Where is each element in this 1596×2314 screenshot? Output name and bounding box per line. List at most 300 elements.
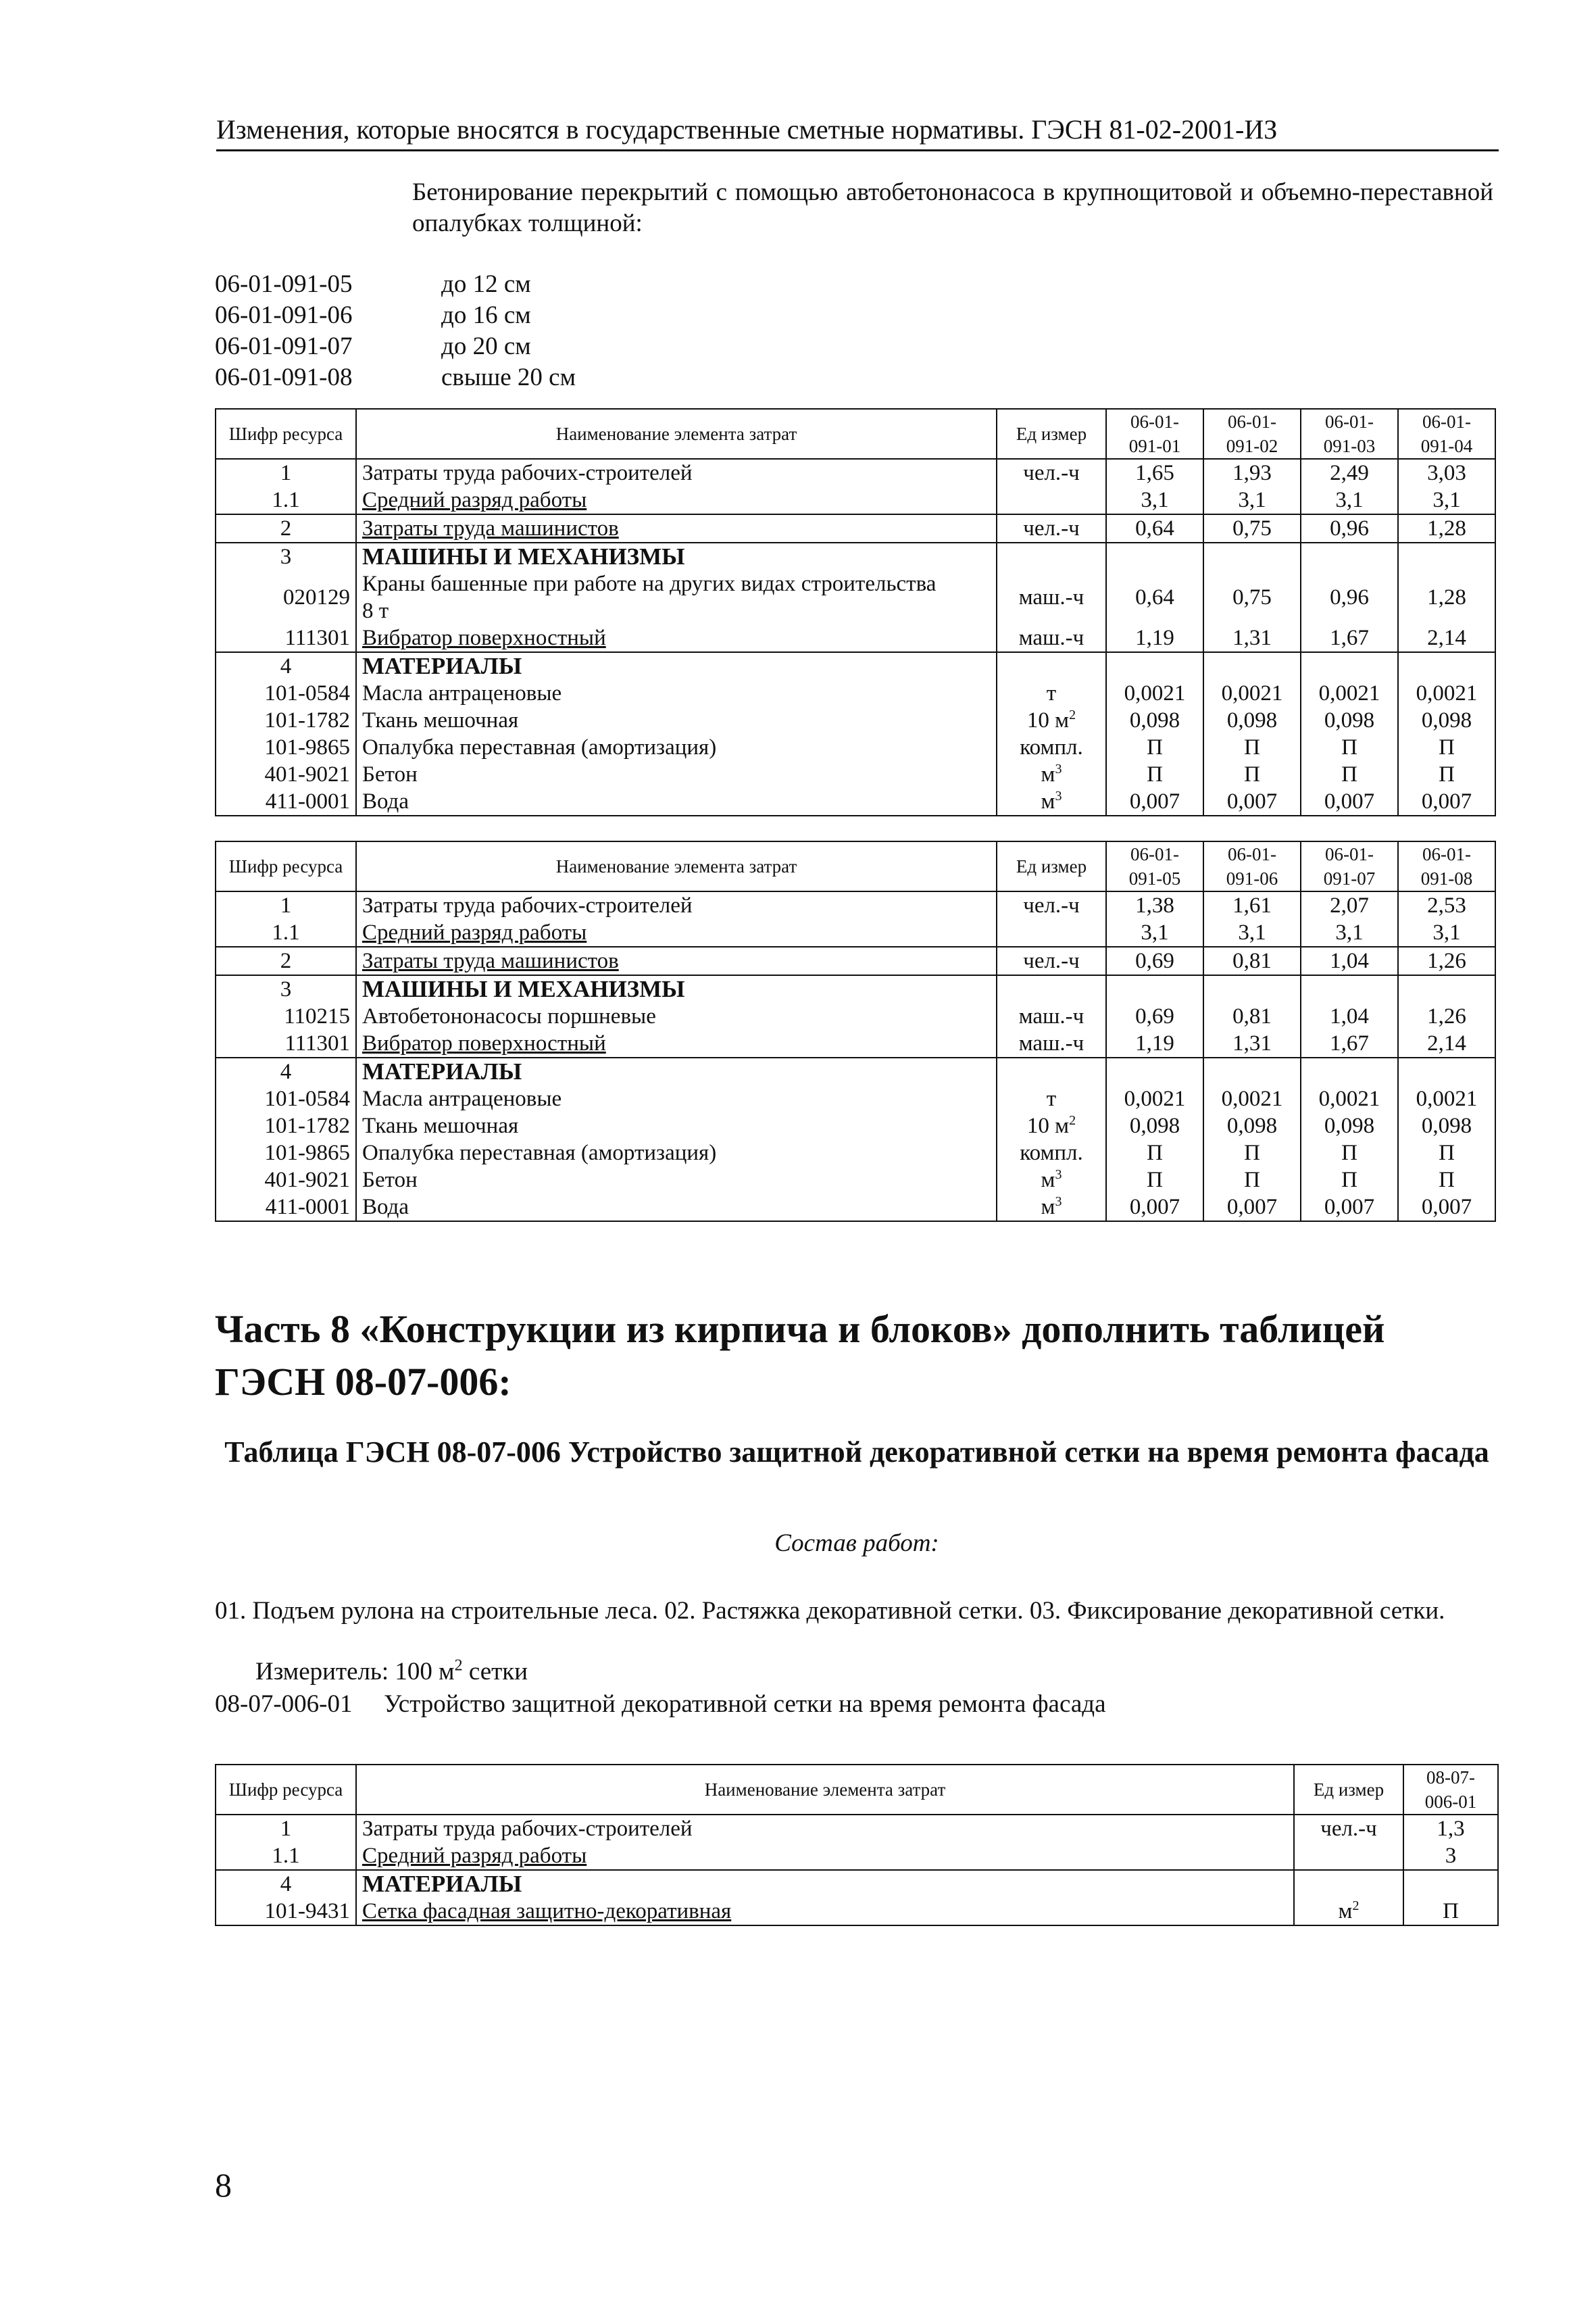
- header-norm-col: [1398, 841, 1495, 891]
- resource-unit: [997, 680, 1106, 707]
- resource-unit: [997, 459, 1106, 487]
- resource-name-text: Затраты труда рабочих-строителей: [362, 1817, 693, 1841]
- resource-name: [356, 707, 997, 734]
- resource-value: 0,0021: [1398, 680, 1495, 707]
- resource-name: [356, 1898, 1294, 1925]
- resource-value: 1,31: [1203, 1030, 1301, 1058]
- resource-name: [356, 734, 997, 761]
- unit-text: т: [1046, 681, 1057, 706]
- table-row: [216, 1030, 1495, 1058]
- table-header-row: [216, 841, 1495, 891]
- table-row: [216, 1193, 1495, 1221]
- unit-text: чел.-ч: [1023, 516, 1080, 541]
- resource-name: [356, 1112, 997, 1139]
- unit-sup: 2: [1069, 1113, 1076, 1128]
- resource-value: [1398, 975, 1495, 1003]
- resource-value: 0,098: [1106, 1112, 1203, 1139]
- unit-text: маш.-ч: [1018, 1004, 1084, 1029]
- resource-value: 1,28: [1398, 514, 1495, 543]
- resource-code: 3: [216, 543, 356, 570]
- resource-name: [356, 1139, 997, 1166]
- header-norm-col: [1301, 409, 1398, 459]
- resource-code: 2: [216, 514, 356, 543]
- resource-code: 101-9865: [216, 1139, 356, 1166]
- resource-value: 3: [1403, 1842, 1498, 1870]
- resource-value: 0,007: [1301, 1193, 1398, 1221]
- resource-name-text: МАШИНЫ И МЕХАНИЗМЫ: [362, 543, 685, 570]
- table-row: [216, 1842, 1498, 1870]
- resource-name: [356, 975, 997, 1003]
- resource-name: [356, 1870, 1294, 1898]
- header-norm-col: [1403, 1765, 1498, 1815]
- resource-name: [356, 543, 997, 570]
- resource-name-text: Средний разряд работы: [362, 488, 587, 512]
- resource-value: [1398, 1058, 1495, 1085]
- resource-value: П: [1301, 734, 1398, 761]
- resource-value: П: [1301, 1166, 1398, 1193]
- resource-value: [1403, 1870, 1498, 1898]
- resource-name-text: Опалубка переставная (амортизация): [362, 735, 717, 760]
- norm-code: 06-01-091-06: [215, 301, 353, 329]
- resource-value: 2,49: [1301, 459, 1398, 487]
- table-title: Таблица ГЭСН 08-07-006 Устройство защитной декоративной сетки на время ремонта фасада: [224, 1435, 1489, 1469]
- table-row: [216, 624, 1495, 652]
- table-row: [216, 919, 1495, 947]
- resource-value: П: [1398, 1139, 1495, 1166]
- resource-name-text: Затраты труда рабочих-строителей: [362, 461, 693, 485]
- resource-name-text: Ткань мешочная: [362, 708, 519, 733]
- resource-value: 2,14: [1398, 624, 1495, 652]
- unit-text: 10 м: [1026, 1114, 1070, 1138]
- unit-sup: 3: [1055, 1167, 1062, 1182]
- header-norm-col: [1203, 841, 1301, 891]
- norm-code-row: [215, 269, 576, 300]
- resource-unit: [997, 734, 1106, 761]
- table-row: [216, 947, 1495, 975]
- table-row: [216, 459, 1495, 487]
- resource-code: 401-9021: [216, 1166, 356, 1193]
- norm-desc: до 20 см: [441, 333, 531, 360]
- resource-value: 0,007: [1203, 1193, 1301, 1221]
- resource-value: [1398, 652, 1495, 680]
- resource-unit: [997, 1166, 1106, 1193]
- resource-name-text: Краны башенные при работе на других видах строительства: [362, 572, 937, 596]
- measure-sup: 2: [454, 1656, 463, 1675]
- header-norm-line: 006-01: [1424, 1792, 1477, 1812]
- norm-line-desc: Устройство защитной декоративной сетки на время ремонта фасада: [384, 1690, 1106, 1718]
- resource-name-text: Масла антраценовые: [362, 1087, 562, 1111]
- resource-name-text: Бетон: [362, 1168, 418, 1192]
- header-norm-col: [1203, 409, 1301, 459]
- measure-unit: [255, 1657, 528, 1686]
- resource-value: 0,64: [1106, 570, 1203, 624]
- table-row: [216, 788, 1495, 816]
- unit-text: 10 м: [1026, 708, 1070, 733]
- resource-value: 3,1: [1203, 919, 1301, 947]
- resource-name: [356, 1030, 997, 1058]
- resource-code: 110215: [216, 1003, 356, 1030]
- resource-code: 1.1: [216, 487, 356, 514]
- norm-desc: до 16 см: [441, 301, 531, 329]
- resource-unit: [997, 761, 1106, 788]
- work-operations: 01. Подъем рулона на строительные леса. 02. Растяжка декоративной сетки. 03. Фиксирование декоративной сетки.: [215, 1597, 1445, 1625]
- resource-value: 0,098: [1203, 1112, 1301, 1139]
- resource-code: 101-9431: [216, 1898, 356, 1925]
- page-number: 8: [215, 2166, 232, 2204]
- header-norm-col: [1398, 409, 1495, 459]
- table-row: [216, 1112, 1495, 1139]
- unit-text: т: [1046, 1087, 1057, 1111]
- resource-code: 1.1: [216, 1842, 356, 1870]
- resource-name: [356, 624, 997, 652]
- resource-unit: [1294, 1815, 1403, 1842]
- resource-name-text: Ткань мешочная: [362, 1114, 519, 1138]
- resource-code: 101-1782: [216, 1112, 356, 1139]
- table-row: [216, 707, 1495, 734]
- resource-unit: [997, 1139, 1106, 1166]
- resource-value: [1106, 652, 1203, 680]
- norm-line: [215, 1690, 1106, 1719]
- resource-value: [1106, 975, 1203, 1003]
- header-norm-line: 06-01-: [1228, 412, 1276, 432]
- measure-label: Измеритель:: [255, 1658, 389, 1685]
- resource-name: [356, 788, 997, 816]
- resource-name: [356, 570, 997, 624]
- resource-value: 1,67: [1301, 624, 1398, 652]
- unit-text: чел.-ч: [1320, 1817, 1377, 1841]
- resource-value: [1301, 1058, 1398, 1085]
- resource-code: 401-9021: [216, 761, 356, 788]
- table-row: [216, 1085, 1495, 1112]
- table-row: [216, 1003, 1495, 1030]
- resource-value: 0,69: [1106, 947, 1203, 975]
- table-row: [216, 1166, 1495, 1193]
- resource-table-1: [215, 408, 1496, 816]
- resource-value: 1,3: [1403, 1815, 1498, 1842]
- table-row: [216, 1870, 1498, 1898]
- header-norm-line: 091-08: [1420, 868, 1473, 889]
- header-code: Шифр ресурса: [216, 841, 356, 891]
- resource-name-text: Бетон: [362, 762, 418, 787]
- resource-unit: [997, 707, 1106, 734]
- resource-value: 1,65: [1106, 459, 1203, 487]
- resource-value: П: [1106, 1166, 1203, 1193]
- resource-name: [356, 1193, 997, 1221]
- resource-name-text: МАТЕРИАЛЫ: [362, 1058, 522, 1085]
- resource-code: 2: [216, 947, 356, 975]
- resource-name-text: Затраты труда рабочих-строителей: [362, 893, 693, 918]
- header-norm-line: 06-01-: [1325, 412, 1374, 432]
- resource-value: 1,67: [1301, 1030, 1398, 1058]
- header-name: Наименование элемента затрат: [356, 409, 997, 459]
- unit-text: маш.-ч: [1018, 626, 1084, 650]
- resource-name: [356, 1166, 997, 1193]
- unit-text: чел.-ч: [1023, 461, 1080, 485]
- resource-value: 0,75: [1203, 514, 1301, 543]
- table-row: [216, 1898, 1498, 1925]
- table-row: [216, 761, 1495, 788]
- header-name: Наименование элемента затрат: [356, 841, 997, 891]
- resource-value: 0,81: [1203, 1003, 1301, 1030]
- resource-name: [356, 514, 997, 543]
- header-code: Шифр ресурса: [216, 1765, 356, 1815]
- resource-value: [1203, 543, 1301, 570]
- resource-name-text: МАТЕРИАЛЫ: [362, 1871, 522, 1897]
- resource-value: 1,61: [1203, 891, 1301, 919]
- resource-value: П: [1106, 1139, 1203, 1166]
- resource-value: 1,04: [1301, 947, 1398, 975]
- unit-text: компл.: [1020, 735, 1083, 760]
- resource-value: 1,31: [1203, 624, 1301, 652]
- resource-name-text: Автобетононасосы поршневые: [362, 1004, 656, 1029]
- table-row: [216, 543, 1495, 570]
- resource-code: 3: [216, 975, 356, 1003]
- header-norm-line: 091-04: [1420, 436, 1473, 456]
- norm-desc: до 12 см: [441, 270, 531, 298]
- unit-text: маш.-ч: [1018, 1031, 1084, 1056]
- header-unit: Ед измер: [1294, 1765, 1403, 1815]
- norm-code: 06-01-091-08: [215, 364, 353, 391]
- resource-value: 2,53: [1398, 891, 1495, 919]
- resource-table-2: [215, 841, 1496, 1222]
- resource-value: 0,007: [1301, 788, 1398, 816]
- resource-name: [356, 947, 997, 975]
- resource-value: [1203, 1058, 1301, 1085]
- resource-value: [1106, 543, 1203, 570]
- resource-unit: [997, 1112, 1106, 1139]
- resource-unit: [997, 543, 1106, 570]
- table-row: [216, 652, 1495, 680]
- resource-value: 0,007: [1106, 1193, 1203, 1221]
- header-norm-col: [1106, 841, 1203, 891]
- resource-value: П: [1398, 761, 1495, 788]
- norm-code: 06-01-091-05: [215, 270, 353, 298]
- header-norm-line: 091-07: [1323, 868, 1376, 889]
- resource-value: 3,1: [1398, 919, 1495, 947]
- resource-unit: [997, 947, 1106, 975]
- resource-unit: [997, 514, 1106, 543]
- unit-text: м: [1041, 1168, 1055, 1192]
- resource-value: 0,098: [1203, 707, 1301, 734]
- resource-name: [356, 1842, 1294, 1870]
- resource-name-text-2: 8 т: [362, 599, 389, 623]
- resource-name: [356, 761, 997, 788]
- resource-name-text: Вода: [362, 789, 409, 814]
- norm-code-list: [215, 269, 576, 393]
- resource-value: 0,0021: [1301, 680, 1398, 707]
- norm-code-row: [215, 331, 576, 362]
- resource-value: [1301, 652, 1398, 680]
- resource-name: [356, 1815, 1294, 1842]
- resource-unit: [997, 919, 1106, 947]
- resource-unit: [1294, 1870, 1403, 1898]
- header-norm-line: 06-01-: [1130, 412, 1179, 432]
- resource-code: 4: [216, 1870, 356, 1898]
- resource-value: 0,007: [1398, 788, 1495, 816]
- resource-value: [1301, 543, 1398, 570]
- unit-text: м: [1041, 1195, 1055, 1219]
- resource-value: 0,0021: [1203, 1085, 1301, 1112]
- resource-code: 101-0584: [216, 680, 356, 707]
- resource-value: 0,0021: [1398, 1085, 1495, 1112]
- unit-text: компл.: [1020, 1141, 1083, 1165]
- resource-value: 1,28: [1398, 570, 1495, 624]
- resource-value: 3,1: [1203, 487, 1301, 514]
- resource-value: 3,03: [1398, 459, 1495, 487]
- resource-value: 0,0021: [1106, 1085, 1203, 1112]
- resource-code: 1: [216, 891, 356, 919]
- table-row: [216, 1139, 1495, 1166]
- table-row: [216, 1815, 1498, 1842]
- resource-unit: [997, 487, 1106, 514]
- header-code: Шифр ресурса: [216, 409, 356, 459]
- unit-sup: 2: [1069, 708, 1076, 722]
- resource-code: 101-1782: [216, 707, 356, 734]
- resource-value: 0,098: [1398, 707, 1495, 734]
- resource-value: П: [1301, 1139, 1398, 1166]
- unit-sup: 3: [1055, 789, 1062, 804]
- header-unit: Ед измер: [997, 409, 1106, 459]
- unit-text: чел.-ч: [1023, 893, 1080, 918]
- resource-name-text: Затраты труда машинистов: [362, 949, 619, 973]
- resource-value: 0,64: [1106, 514, 1203, 543]
- resource-name-text: Затраты труда машинистов: [362, 516, 619, 541]
- resource-name-text: Средний разряд работы: [362, 920, 587, 945]
- resource-unit: [997, 1030, 1106, 1058]
- norm-desc: свыше 20 см: [441, 364, 576, 391]
- resource-value: 0,0021: [1203, 680, 1301, 707]
- resource-value: 1,93: [1203, 459, 1301, 487]
- header-norm-line: 091-02: [1226, 436, 1278, 456]
- resource-unit: [997, 788, 1106, 816]
- table-header-row: [216, 409, 1495, 459]
- resource-name: [356, 891, 997, 919]
- norm-line-code: 08-07-006-01: [215, 1690, 353, 1718]
- resource-unit: [997, 1085, 1106, 1112]
- resource-value: 1,26: [1398, 947, 1495, 975]
- table-row: [216, 975, 1495, 1003]
- resource-value: 2,14: [1398, 1030, 1495, 1058]
- table-row: [216, 570, 1495, 624]
- norm-code-row: [215, 362, 576, 393]
- resource-value: 0,007: [1398, 1193, 1495, 1221]
- resource-unit: [997, 1003, 1106, 1030]
- unit-text: м: [1041, 789, 1055, 814]
- resource-unit: [997, 570, 1106, 624]
- resource-name: [356, 1085, 997, 1112]
- resource-name: [356, 919, 997, 947]
- resource-value: [1398, 543, 1495, 570]
- page-header: Изменения, которые вносятся в государственные сметные нормативы. ГЭСН 81-02-2001-ИЗ: [216, 114, 1499, 151]
- resource-code: 1: [216, 1815, 356, 1842]
- resource-unit: [997, 891, 1106, 919]
- table-row: [216, 1058, 1495, 1085]
- resource-value: П: [1301, 761, 1398, 788]
- header-norm-line: 091-05: [1128, 868, 1181, 889]
- table-row: [216, 487, 1495, 514]
- resource-name-text: Опалубка переставная (амортизация): [362, 1141, 717, 1165]
- resource-value: П: [1106, 761, 1203, 788]
- resource-value: 3,1: [1398, 487, 1495, 514]
- norm-code: 06-01-091-07: [215, 333, 353, 360]
- resource-value: П: [1398, 734, 1495, 761]
- resource-value: 2,07: [1301, 891, 1398, 919]
- table-row: [216, 514, 1495, 543]
- resource-code: 111301: [216, 624, 356, 652]
- resource-unit: [997, 1058, 1106, 1085]
- resource-value: 0,69: [1106, 1003, 1203, 1030]
- resource-value: 3,1: [1301, 487, 1398, 514]
- header-unit: Ед измер: [997, 841, 1106, 891]
- resource-name-text: Вода: [362, 1195, 409, 1219]
- resource-code: 111301: [216, 1030, 356, 1058]
- resource-code: 411-0001: [216, 1193, 356, 1221]
- resource-value: [1106, 1058, 1203, 1085]
- header-name: Наименование элемента затрат: [356, 1765, 1294, 1815]
- unit-sup: 3: [1055, 1194, 1062, 1209]
- resource-unit: [997, 652, 1106, 680]
- resource-code: 101-9865: [216, 734, 356, 761]
- resource-name-text: Масла антраценовые: [362, 681, 562, 706]
- header-norm-line: 08-07-: [1426, 1767, 1475, 1788]
- resource-name: [356, 487, 997, 514]
- resource-unit: [997, 1193, 1106, 1221]
- resource-value: 0,75: [1203, 570, 1301, 624]
- unit-sup: 3: [1055, 762, 1062, 777]
- resource-code: 4: [216, 652, 356, 680]
- table-row: [216, 734, 1495, 761]
- resource-name: [356, 459, 997, 487]
- header-norm-line: 091-06: [1226, 868, 1278, 889]
- resource-value: 0,007: [1106, 788, 1203, 816]
- resource-code: 101-0584: [216, 1085, 356, 1112]
- resource-value: П: [1203, 1139, 1301, 1166]
- resource-value: 0,098: [1301, 1112, 1398, 1139]
- resource-value: 3,1: [1301, 919, 1398, 947]
- resource-code: 4: [216, 1058, 356, 1085]
- resource-value: [1301, 975, 1398, 1003]
- resource-value: 1,38: [1106, 891, 1203, 919]
- resource-name-text: Средний разряд работы: [362, 1844, 587, 1868]
- resource-value: П: [1403, 1898, 1498, 1925]
- resource-value: П: [1398, 1166, 1495, 1193]
- resource-code: 1: [216, 459, 356, 487]
- resource-unit: [1294, 1842, 1403, 1870]
- resource-value: 0,96: [1301, 570, 1398, 624]
- resource-value: П: [1203, 734, 1301, 761]
- resource-name: [356, 652, 997, 680]
- resource-code: 020129: [216, 570, 356, 624]
- resource-value: 0,098: [1301, 707, 1398, 734]
- resource-value: [1203, 975, 1301, 1003]
- resource-value: 0,81: [1203, 947, 1301, 975]
- resource-value: 1,04: [1301, 1003, 1398, 1030]
- work-composition-label: Состав работ:: [774, 1529, 939, 1557]
- resource-value: [1203, 652, 1301, 680]
- resource-value: 1,26: [1398, 1003, 1495, 1030]
- resource-value: 3,1: [1106, 487, 1203, 514]
- measure-value: 100 м: [395, 1658, 455, 1685]
- header-norm-line: 06-01-: [1130, 844, 1179, 864]
- resource-name-text: Сетка фасадная защитно-декоративная: [362, 1899, 732, 1923]
- header-norm-line: 091-01: [1128, 436, 1181, 456]
- resource-code: 1.1: [216, 919, 356, 947]
- header-norm-col: [1301, 841, 1398, 891]
- resource-value: П: [1106, 734, 1203, 761]
- resource-unit: [997, 975, 1106, 1003]
- resource-value: 0,0021: [1106, 680, 1203, 707]
- resource-unit: [997, 624, 1106, 652]
